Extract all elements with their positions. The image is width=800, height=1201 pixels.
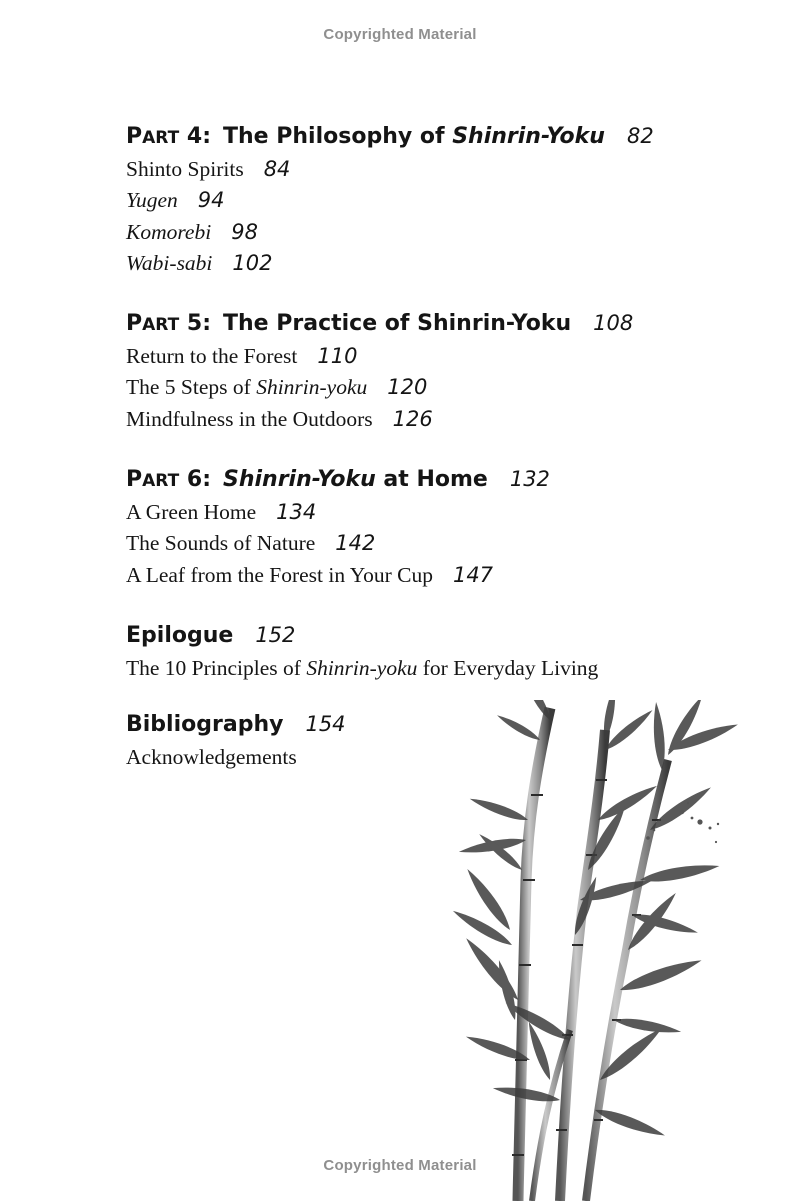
toc-entry: Yugen 94	[126, 188, 225, 213]
toc-epilogue	[126, 617, 746, 684]
part-4-heading	[126, 118, 746, 154]
part-5-title: The Practice of Shinrin-Yoku	[223, 311, 572, 337]
part-label: PART 5:	[126, 311, 211, 337]
part-label: PART 4:	[126, 124, 211, 149]
toc-entry: Return to the Forest 110	[126, 344, 358, 369]
toc-entry: Acknowledgements	[126, 745, 297, 770]
toc-entry: Wabi-sabi 102	[126, 250, 273, 275]
epilogue-page: 152	[255, 622, 296, 647]
toc-part-5	[126, 305, 746, 435]
part-label: PART 6:	[126, 467, 211, 493]
bibliography-page: 154	[305, 712, 346, 737]
table-of-contents	[126, 118, 746, 800]
bibliography-heading: Bibliography 154	[126, 712, 346, 738]
toc-entry: Komorebi 98	[126, 219, 258, 244]
part-5-heading	[126, 305, 746, 341]
part-6-heading	[126, 461, 746, 497]
toc-entry: Shinto Spirits 84	[126, 157, 291, 181]
part-5-page: 108	[593, 311, 634, 336]
toc-entry: The Sounds of Nature 142	[126, 531, 376, 556]
toc-entry: A Leaf from the Forest in Your Cup 147	[126, 562, 494, 587]
toc-entry: Mindfulness in the Outdoors 126	[126, 406, 433, 431]
part-6-page: 132	[509, 467, 550, 492]
part-6-title: Shinrin-Yoku at Home	[223, 467, 488, 493]
toc-entry: The 5 Steps of Shinrin-yoku 120	[126, 375, 428, 400]
toc-entry: The 10 Principles of Shinrin-yoku for Everyday Living	[126, 655, 599, 680]
toc-entry: A Green Home 134	[126, 500, 317, 525]
toc-part-4	[126, 118, 746, 279]
bamboo-illustration	[400, 700, 800, 1201]
toc-part-6	[126, 461, 746, 591]
part-4-page: 82	[626, 124, 654, 148]
part-4-title: The Philosophy of Shinrin-Yoku	[223, 124, 605, 149]
epilogue-heading: Epilogue 152	[126, 622, 296, 648]
copyright-watermark-bottom: Copyrighted Material	[323, 1157, 477, 1174]
copyright-watermark-top: Copyrighted Material	[323, 26, 477, 43]
bamboo-leaves	[450, 700, 739, 1141]
